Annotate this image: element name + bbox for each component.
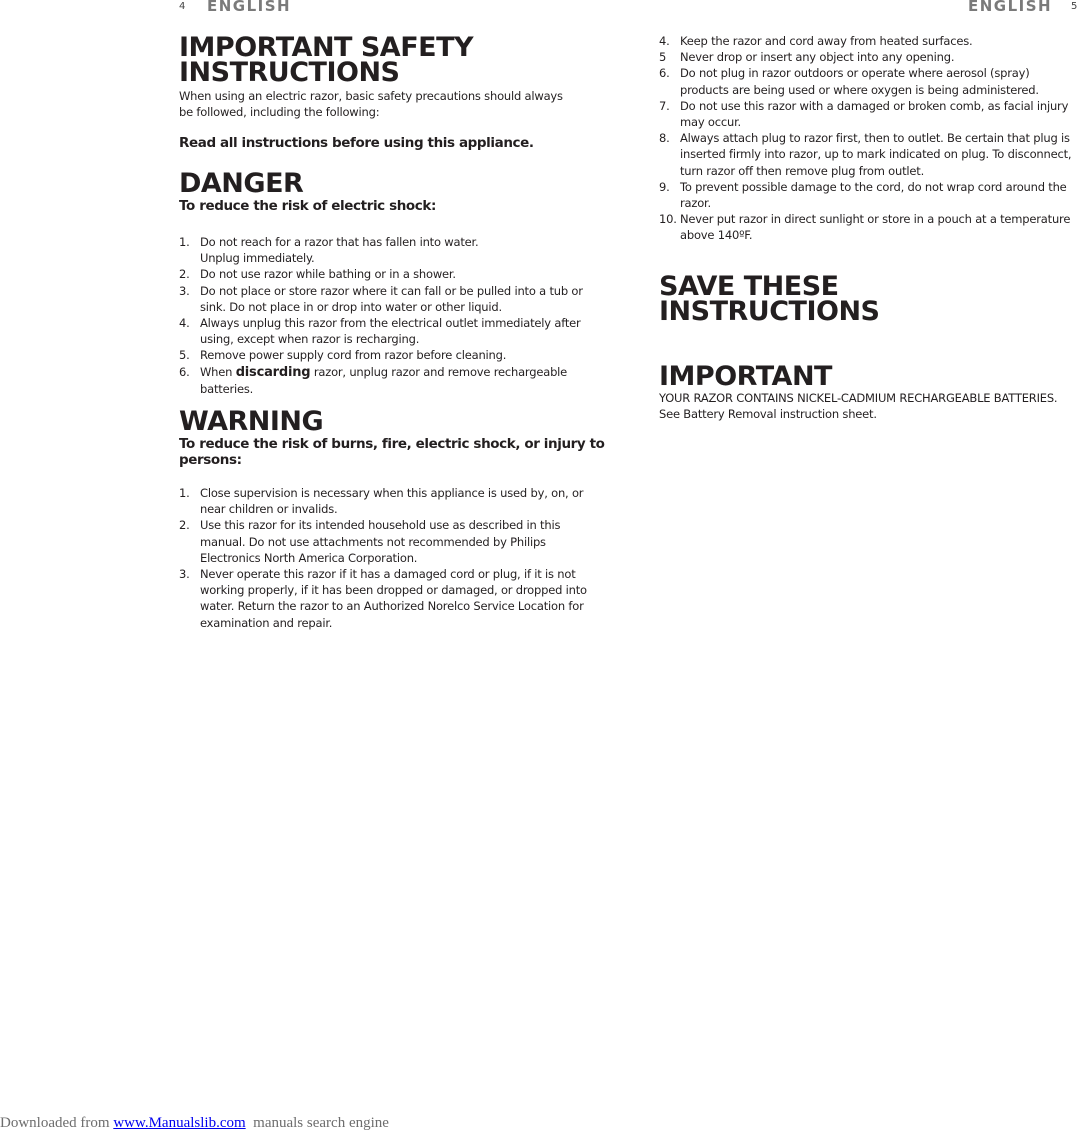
title-line-1: IMPORTANT SAFETY	[179, 32, 474, 63]
list-item: 5 Never drop or insert any object into any opening.	[659, 50, 955, 65]
danger-section	[179, 168, 609, 397]
right-running-head: ENGLISH	[968, 0, 1053, 15]
warning-section	[179, 405, 609, 631]
read-all-notice: Read all instructions before using this appliance.	[179, 135, 534, 152]
warning-list-continued	[659, 33, 1079, 244]
save-instructions-heading	[659, 270, 1079, 327]
list-item: 3. Do not place or store razor where it can fall or be pulled into a tub or sink. Do not place in or drop into water or other liquid.	[179, 283, 583, 314]
list-item: 6. Do not plug in razor outdoors or operate where aerosol (spray) products are being used or where oxygen is being administered.	[659, 66, 1039, 97]
important-text: YOUR RAZOR CONTAINS NICKEL-CADMIUM RECHARGEABLE BATTERIES. See Battery Removal instruction sheet.	[659, 390, 1058, 421]
manualslib-link[interactable]: www.Manualslib.com	[113, 1115, 246, 1131]
danger-list	[179, 234, 604, 397]
intro-text: When using an electric razor, basic safety precautions should always be followed, including the following:	[179, 89, 563, 120]
warning-subheading: To reduce the risk of burns, fire, electric shock, or injury to persons:	[179, 435, 605, 469]
list-item: 2. Use this razor for its intended household use as described in this manual. Do not use attachments not recommended by Philips Electronics North America Corporation.	[179, 518, 561, 565]
list-item: 1. Do not reach for a razor that has fallen into water. Unplug immediately.	[179, 234, 479, 266]
important-section	[659, 360, 1079, 422]
danger-subheading: To reduce the risk of electric shock:	[179, 198, 436, 215]
right-page-number: 5	[1071, 1, 1078, 12]
save-line-2: INSTRUCTIONS	[659, 295, 880, 327]
list-item: 1. Close supervision is necessary when this appliance is used by, on, or near children or invalids.	[179, 485, 584, 517]
right-column	[659, 33, 1079, 422]
left-page-number: 4	[179, 1, 186, 12]
list-item: 2. Do not use razor while bathing or in a shower.	[179, 267, 456, 282]
list-item: 4. Keep the razor and cord away from heated surfaces.	[659, 34, 973, 48]
page-title	[179, 32, 609, 88]
save-line-1: SAVE THESE	[659, 270, 839, 302]
list-item: 6. When discarding razor, unplug razor and remove rechargeable batteries.	[179, 364, 568, 396]
list-item: 4. Always unplug this razor from the electrical outlet immediately after using, except when razor is recharging.	[179, 315, 581, 347]
title-line-2: INSTRUCTIONS	[179, 57, 400, 88]
list-item: 3. Never operate this razor if it has a damaged cord or plug, if it is not working properly, if it has been dropped or damaged, or dropped into water. Return the razor to an Authorized Norelco Service Location for examination and repair.	[179, 566, 587, 630]
list-item: 10. Never put razor in direct sunlight or store in a pouch at a temperature above 140ºF.	[659, 212, 1071, 243]
left-running-head: ENGLISH	[207, 0, 292, 15]
emphasis-discarding: discarding	[235, 364, 311, 380]
list-item: 9. To prevent possible damage to the cord, do not wrap cord around the razor.	[659, 179, 1067, 211]
list-item: 7. Do not use this razor with a damaged or broken comb, as facial injury may occur.	[659, 98, 1069, 130]
list-item: 5. Remove power supply cord from razor before cleaning.	[179, 348, 507, 363]
danger-heading: DANGER	[179, 168, 304, 200]
download-footer: Downloaded from www.Manualslib.com manuals search engine	[0, 1115, 389, 1131]
left-column	[179, 32, 609, 631]
warning-heading: WARNING	[179, 405, 324, 437]
list-item: 8. Always attach plug to razor first, then to outlet. Be certain that plug is inserted firmly into razor, up to mark indicated on plug. To disconnect, turn razor off then remove plug from outlet.	[659, 131, 1072, 178]
important-heading: IMPORTANT	[659, 360, 832, 392]
warning-list	[179, 485, 604, 631]
